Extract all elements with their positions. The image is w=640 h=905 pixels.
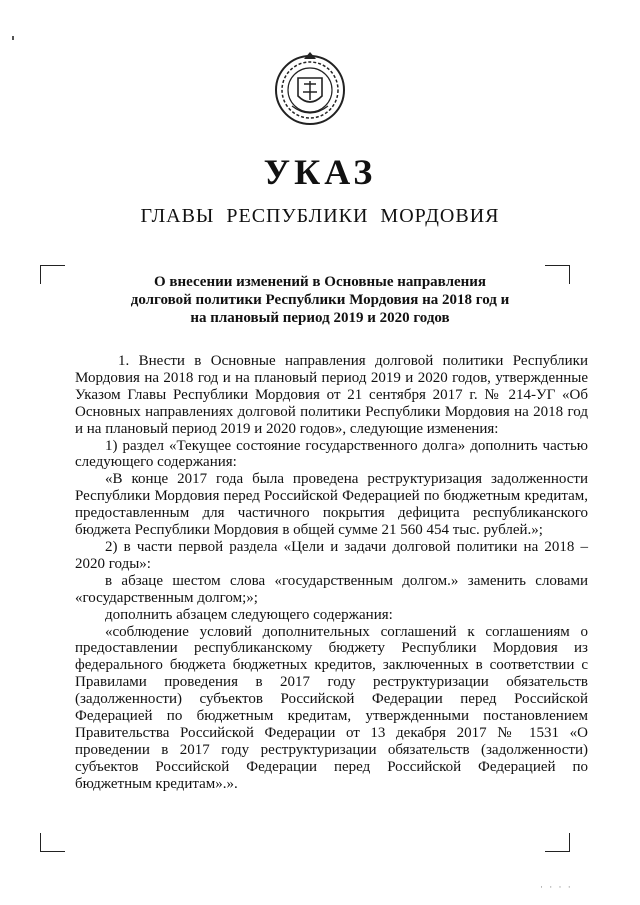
paragraph: дополнить абзацем следующего содержания: [105,606,393,623]
document-subtitle: ГЛАВЫ РЕСПУБЛИКИ МОРДОВИЯ [140,205,500,227]
document-title: УКАЗ [263,152,377,192]
coat-of-arms-icon [270,48,350,128]
paragraph: 1. Внести в Основные направления долговой политики Республики Мордовия на 2018 год и на плановый период 2019 и 2020 годов, утвержденные Указом Главы Республики Мордовия от 21 сентября 2017 г. № 214-УГ «Об Основных направлениях долговой политики Республики Мордовия на 2018 год и на плановый период 2019 и 2020 годов», следующие изменения: [75,353,588,437]
paragraph: «В конце 2017 года была проведена реструктуризация задолженности Республики Мордовия перед Российской Федерацией по бюджетным кредитам, предоставленным для частичного покрытия дефицита республиканского бюджета Республики Мордовия в общей сумме 21 560 454 тыс. рублей.»; [75,471,588,539]
paragraph: в абзаце шестом слова «государственным долгом.» заменить словами «государственным долгом;»; [75,572,588,606]
paragraph: 2) в части первой раздела «Цели и задачи долговой политики на 2018 – 2020 годы»: [75,538,588,572]
corner-mark-bottom-left [40,833,65,852]
paragraph: 1) раздел «Текущее состояние государственного долга» дополнить частью следующего содержания: [75,437,588,471]
corner-mark-bottom-right [545,833,570,852]
heading-line: на плановый период 2019 и 2020 годов [190,310,450,326]
heading-line: О внесении изменений в Основные направления [153,274,487,290]
corner-mark-top-left [40,265,65,284]
scan-artifact: · · · · [540,882,573,892]
document-body [75,353,588,793]
paragraph: «соблюдение условий дополнительных соглашений к соглашениям о предоставлении республиканскому бюджету Республики Мордовия из федерального бюджета бюджетных кредитов, заключенных в соответствии с Правилами проведения в 2017 году реструктуризации обязательств (задолженности) субъектов Российской Федерации перед Российской Федерацией по бюджетным кредитам, утвержденными постановлением Правительства Российской Федерации от 13 декабря 2017 № 1531 «О проведении в 2017 году реструктуризации обязательств (задолженности) субъектов Российской Федерации перед Российской Федерацией по бюджетным кредитам».». [75,623,588,792]
scan-tick [12,36,14,40]
document-heading [100,273,540,327]
corner-mark-top-right [545,265,570,284]
heading-line: долговой политики Республики Мордовия на 2018 год и [130,292,510,308]
